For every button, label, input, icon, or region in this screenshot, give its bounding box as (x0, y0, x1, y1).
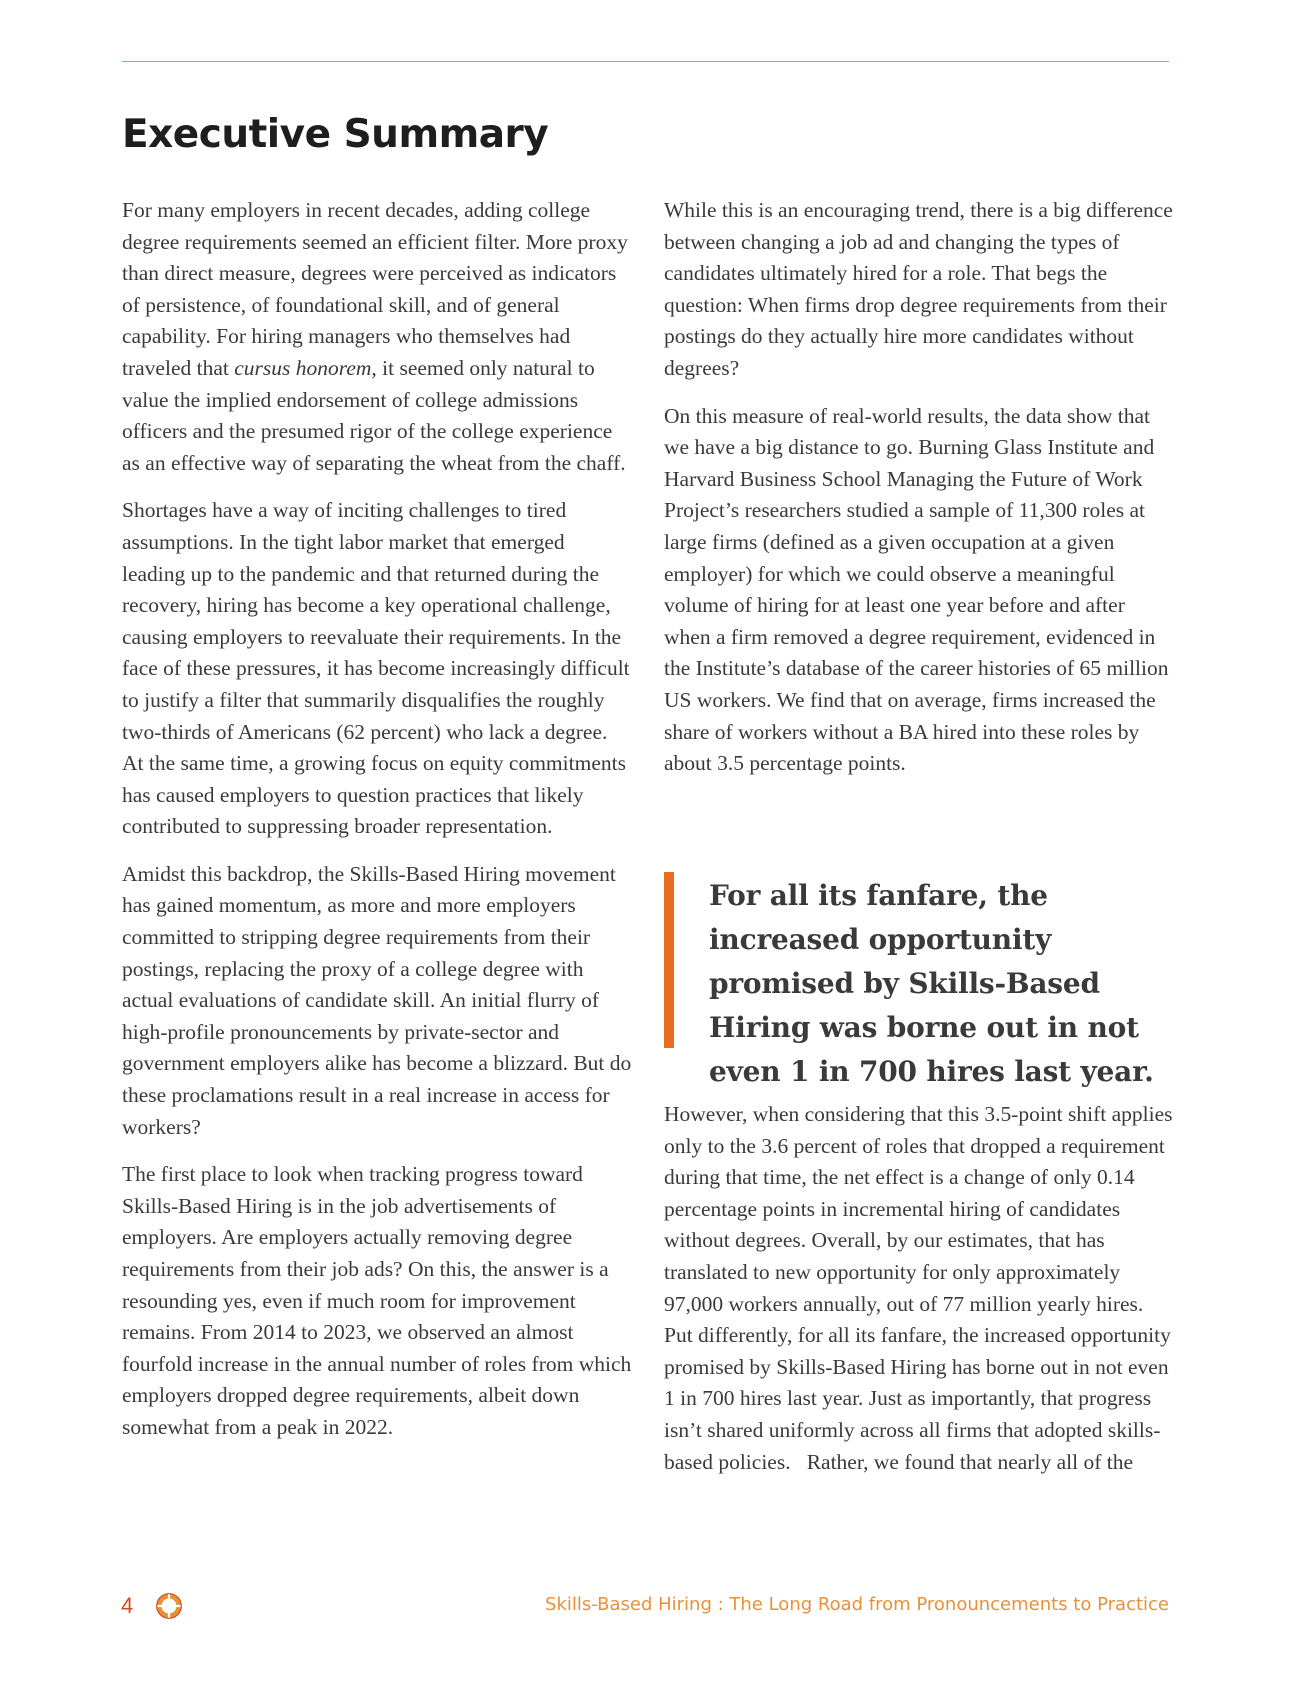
italic-phrase: cursus honorem (234, 355, 372, 380)
left-column (122, 195, 632, 1460)
left-paragraph-1: For many employers in recent decades, adding college degree requirements seemed an efficient filter. More proxy than direct measure, degrees were perceived as indicators of persistence, of foundational skill, and of general capability. For hiring managers who themselves had traveled that cursus honorem, it seemed only natural to value the implied endorsement of college admissions officers and the presumed rigor of the college experience as an effective way of separating the wheat from the chaff. (122, 198, 634, 475)
left-paragraph-4: The first place to look when tracking progress toward Skills-Based Hiring is in the job advertisements of employers. Are employers actually removing degree requirements from their job ads? On this, the answer is a resounding yes, even if much room for improvement remains. From 2014 to 2023, we observed an almost fourfold increase in the annual number of roles from which employers dropped degree requirements, albeit down somewhat from a peak in 2022. (122, 1162, 632, 1439)
right-paragraph-1: While this is an encouraging trend, there is a big difference between changing a job ad and changing the types of candidates ultimately hired for a role. That begs the question: When firms drop degree requirements from their postings do they actually hire more candidates without degrees? (664, 198, 1173, 380)
right-paragraph-2: On this measure of real-world results, the data show that we have a big distance to go. Burning Glass Institute and Harvard Business School Managing the Future of Work Project’s researchers studied a sample of 11,300 roles at large firms (defined as a given occupation at a given employer) for which we could observe a meaningful volume of hiring for at least one year before and after when a firm removed a degree requirement, evidenced in the Institute’s database of the career histories of 65 million US workers. We find that on average, firms increased the share of workers without a BA hired into these roles by about 3.5 percentage points. (664, 403, 1169, 776)
right-column-top (664, 195, 1174, 796)
pull-quote-bar (664, 872, 674, 1048)
pull-quote (664, 872, 1176, 1088)
page-number: 4 (121, 1593, 134, 1618)
lifebuoy-icon (156, 1593, 182, 1619)
page-title: Executive Summary (122, 112, 549, 157)
report-title: Skills-Based Hiring : The Long Road from Pronouncements to Practice (545, 1594, 1169, 1615)
pull-quote-text: For all its fanfare, the increased opportunity promised by Skills-Based Hiring was borne out in not even 1 in 700 hires last year. (709, 879, 1154, 1088)
right-paragraph-3: However, when considering that this 3.5-point shift applies only to the 3.6 percent of roles that dropped a requirement during that time, the net effect is a change of only 0.14 percentage points in incremental hiring of candidates without degrees. Overall, by our estimates, that has translated to new opportunity for only approximately 97,000 workers annually, out of 77 million yearly hires. Put differently, for all its fanfare, the increased opportunity promised by Skills-Based Hiring has borne out in not even 1 in 700 hires last year. Just as importantly, that progress isn’t shared uniformly across all firms that adopted skills-based policies. Rather, we found that nearly all of the (664, 1102, 1178, 1474)
right-column-bottom (664, 1099, 1178, 1494)
left-paragraph-3: Amidst this backdrop, the Skills-Based Hiring movement has gained momentum, as more and more employers committed to stripping degree requirements from their postings, replacing the proxy of a college degree with actual evaluations of candidate skill. An initial flurry of high-profile pronouncements by private-sector and government employers alike has become a blizzard. But do these proclamations result in a real increase in access for workers? (122, 861, 632, 1139)
left-paragraph-2: Shortages have a way of inciting challenges to tired assumptions. In the tight labor market that emerged leading up to the pandemic and that returned during the recovery, hiring has become a key operational challenge, causing employers to reevaluate their requirements. In the face of these pressures, it has become increasingly difficult to justify a filter that summarily disqualifies the roughly two-thirds of Americans (62 percent) who lack a degree. At the same time, a growing focus on equity commitments has caused employers to question practices that likely contributed to suppressing broader representation. (122, 498, 630, 839)
header-rule (122, 61, 1169, 62)
